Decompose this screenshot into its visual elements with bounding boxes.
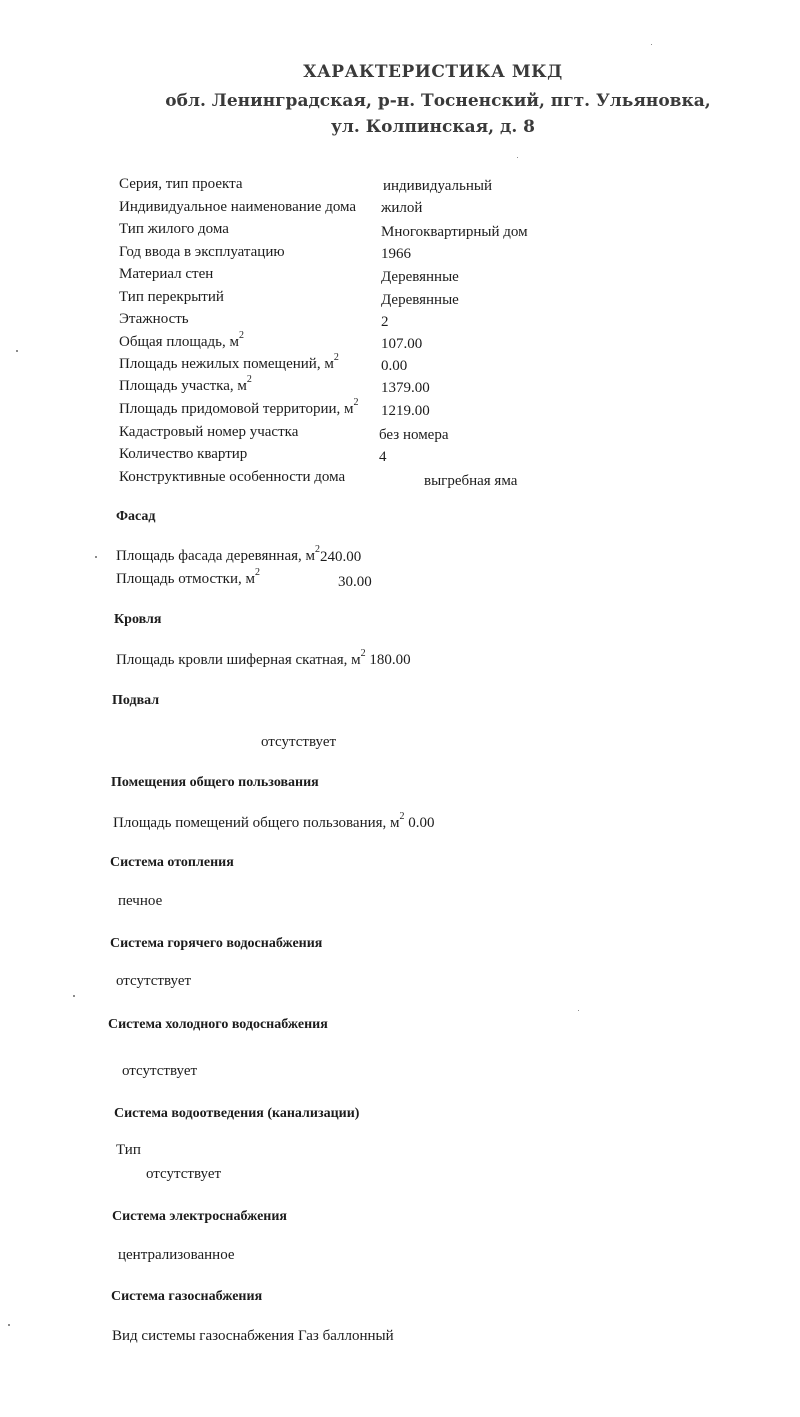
- facade-wood-area-value: 240.00: [320, 549, 362, 565]
- row-label: Количество квартир: [119, 446, 248, 462]
- scan-speck: [578, 1010, 579, 1011]
- section-heading-gas: Система газоснабжения: [111, 1289, 263, 1304]
- scan-speck: [517, 157, 518, 158]
- unit-superscript: 2: [360, 648, 366, 659]
- scan-speck: [8, 1324, 10, 1326]
- row-label: Общая площадь, $м^2$: [119, 330, 245, 350]
- cold-water-value: отсутствует: [122, 1063, 198, 1079]
- section-heading-hot-water: Система горячего водоснабжения: [110, 936, 323, 951]
- scan-speck: [651, 44, 652, 45]
- row-label: Площадь придомовой территории, $м^2$: [119, 397, 359, 417]
- common-premises-area: Площадь помещений общего пользования, $м^2$ 0.00: [113, 811, 435, 831]
- row-label: Этажность: [119, 311, 189, 327]
- row-label: Площадь участка, $м^2$: [119, 374, 252, 394]
- unit-superscript: 2: [246, 374, 252, 385]
- row-value: 0.00: [381, 358, 408, 374]
- row-label: Индивидуальное наименование дома: [119, 199, 357, 215]
- basement-value: отсутствует: [261, 734, 337, 750]
- row-value: индивидуальный: [383, 178, 493, 194]
- row-value: 1219.00: [381, 403, 430, 419]
- unit-superscript: 2: [315, 544, 320, 555]
- section-heading-basement: Подвал: [112, 693, 160, 708]
- section-heading-cold-water: Система холодного водоснабжения: [108, 1017, 328, 1032]
- row-label: Материал стен: [119, 266, 214, 282]
- row-value: жилой: [381, 200, 423, 216]
- row-label: Тип перекрытий: [119, 289, 224, 305]
- row-label: Кадастровый номер участка: [119, 424, 299, 440]
- unit-superscript: 2: [255, 567, 260, 578]
- section-heading-heating: Система отопления: [110, 855, 234, 870]
- sewerage-type-label: Тип: [116, 1142, 141, 1158]
- section-heading-common-premises: Помещения общего пользования: [111, 775, 319, 790]
- heating-value: печное: [118, 893, 163, 909]
- row-label: Тип жилого дома: [119, 221, 229, 237]
- section-heading-electricity: Система электроснабжения: [112, 1209, 288, 1224]
- row-value: без номера: [379, 427, 449, 443]
- row-value: 107.00: [381, 336, 423, 352]
- address-street-line: ул. Колпинская, д. 8: [330, 117, 536, 137]
- gas-system-text: Вид системы газоснабжения Газ баллонный: [112, 1328, 394, 1344]
- section-heading-facade: Фасад: [116, 509, 156, 524]
- row-value: Многоквартирный дом: [381, 224, 528, 240]
- unit-superscript: 2: [239, 330, 245, 341]
- electricity-value: централизованное: [118, 1247, 235, 1263]
- section-heading-roof: Кровля: [114, 612, 162, 627]
- row-value: 1966: [381, 246, 411, 262]
- scan-speck: [16, 350, 18, 352]
- facade-blind-area: Площадь отмостки, $м^2$: [116, 567, 260, 587]
- document-title: ХАРАКТЕРИСТИКА МКД: [303, 62, 563, 82]
- sewerage-value: отсутствует: [146, 1166, 222, 1182]
- roof-area-value: 180.00: [369, 652, 411, 668]
- common-premises-area-value: 0.00: [408, 815, 435, 831]
- row-value: 2: [381, 314, 389, 330]
- facade-wood-area: Площадь фасада деревянная, $м^2240.00$: [116, 544, 362, 565]
- scan-speck: [73, 995, 75, 997]
- row-label: Конструктивные особенности дома: [119, 469, 346, 485]
- hot-water-value: отсутствует: [116, 973, 192, 989]
- facade-blind-area-value: 30.00: [338, 574, 372, 590]
- scan-speck: [95, 556, 97, 558]
- row-value: Деревянные: [381, 269, 459, 285]
- row-label: Серия, тип проекта: [119, 176, 243, 192]
- row-value: 4: [379, 449, 387, 465]
- row-value: выгребная яма: [424, 473, 518, 489]
- row-value: Деревянные: [381, 292, 459, 308]
- section-heading-sewerage: Система водоотведения (канализации): [114, 1106, 360, 1121]
- roof-area: Площадь кровли шиферная скатная, $м^2$ 180.00: [116, 648, 411, 668]
- unit-superscript: 2: [353, 397, 359, 408]
- row-value: 1379.00: [381, 380, 430, 396]
- row-label: Год ввода в эксплуатацию: [119, 244, 285, 260]
- address-region-line: обл. Ленинградская, р-н. Тосненский, пгт. Ульяновка,: [165, 91, 711, 111]
- unit-superscript: 2: [333, 352, 339, 363]
- row-label: Площадь нежилых помещений, $м^2$: [119, 352, 339, 372]
- unit-superscript: 2: [399, 811, 405, 822]
